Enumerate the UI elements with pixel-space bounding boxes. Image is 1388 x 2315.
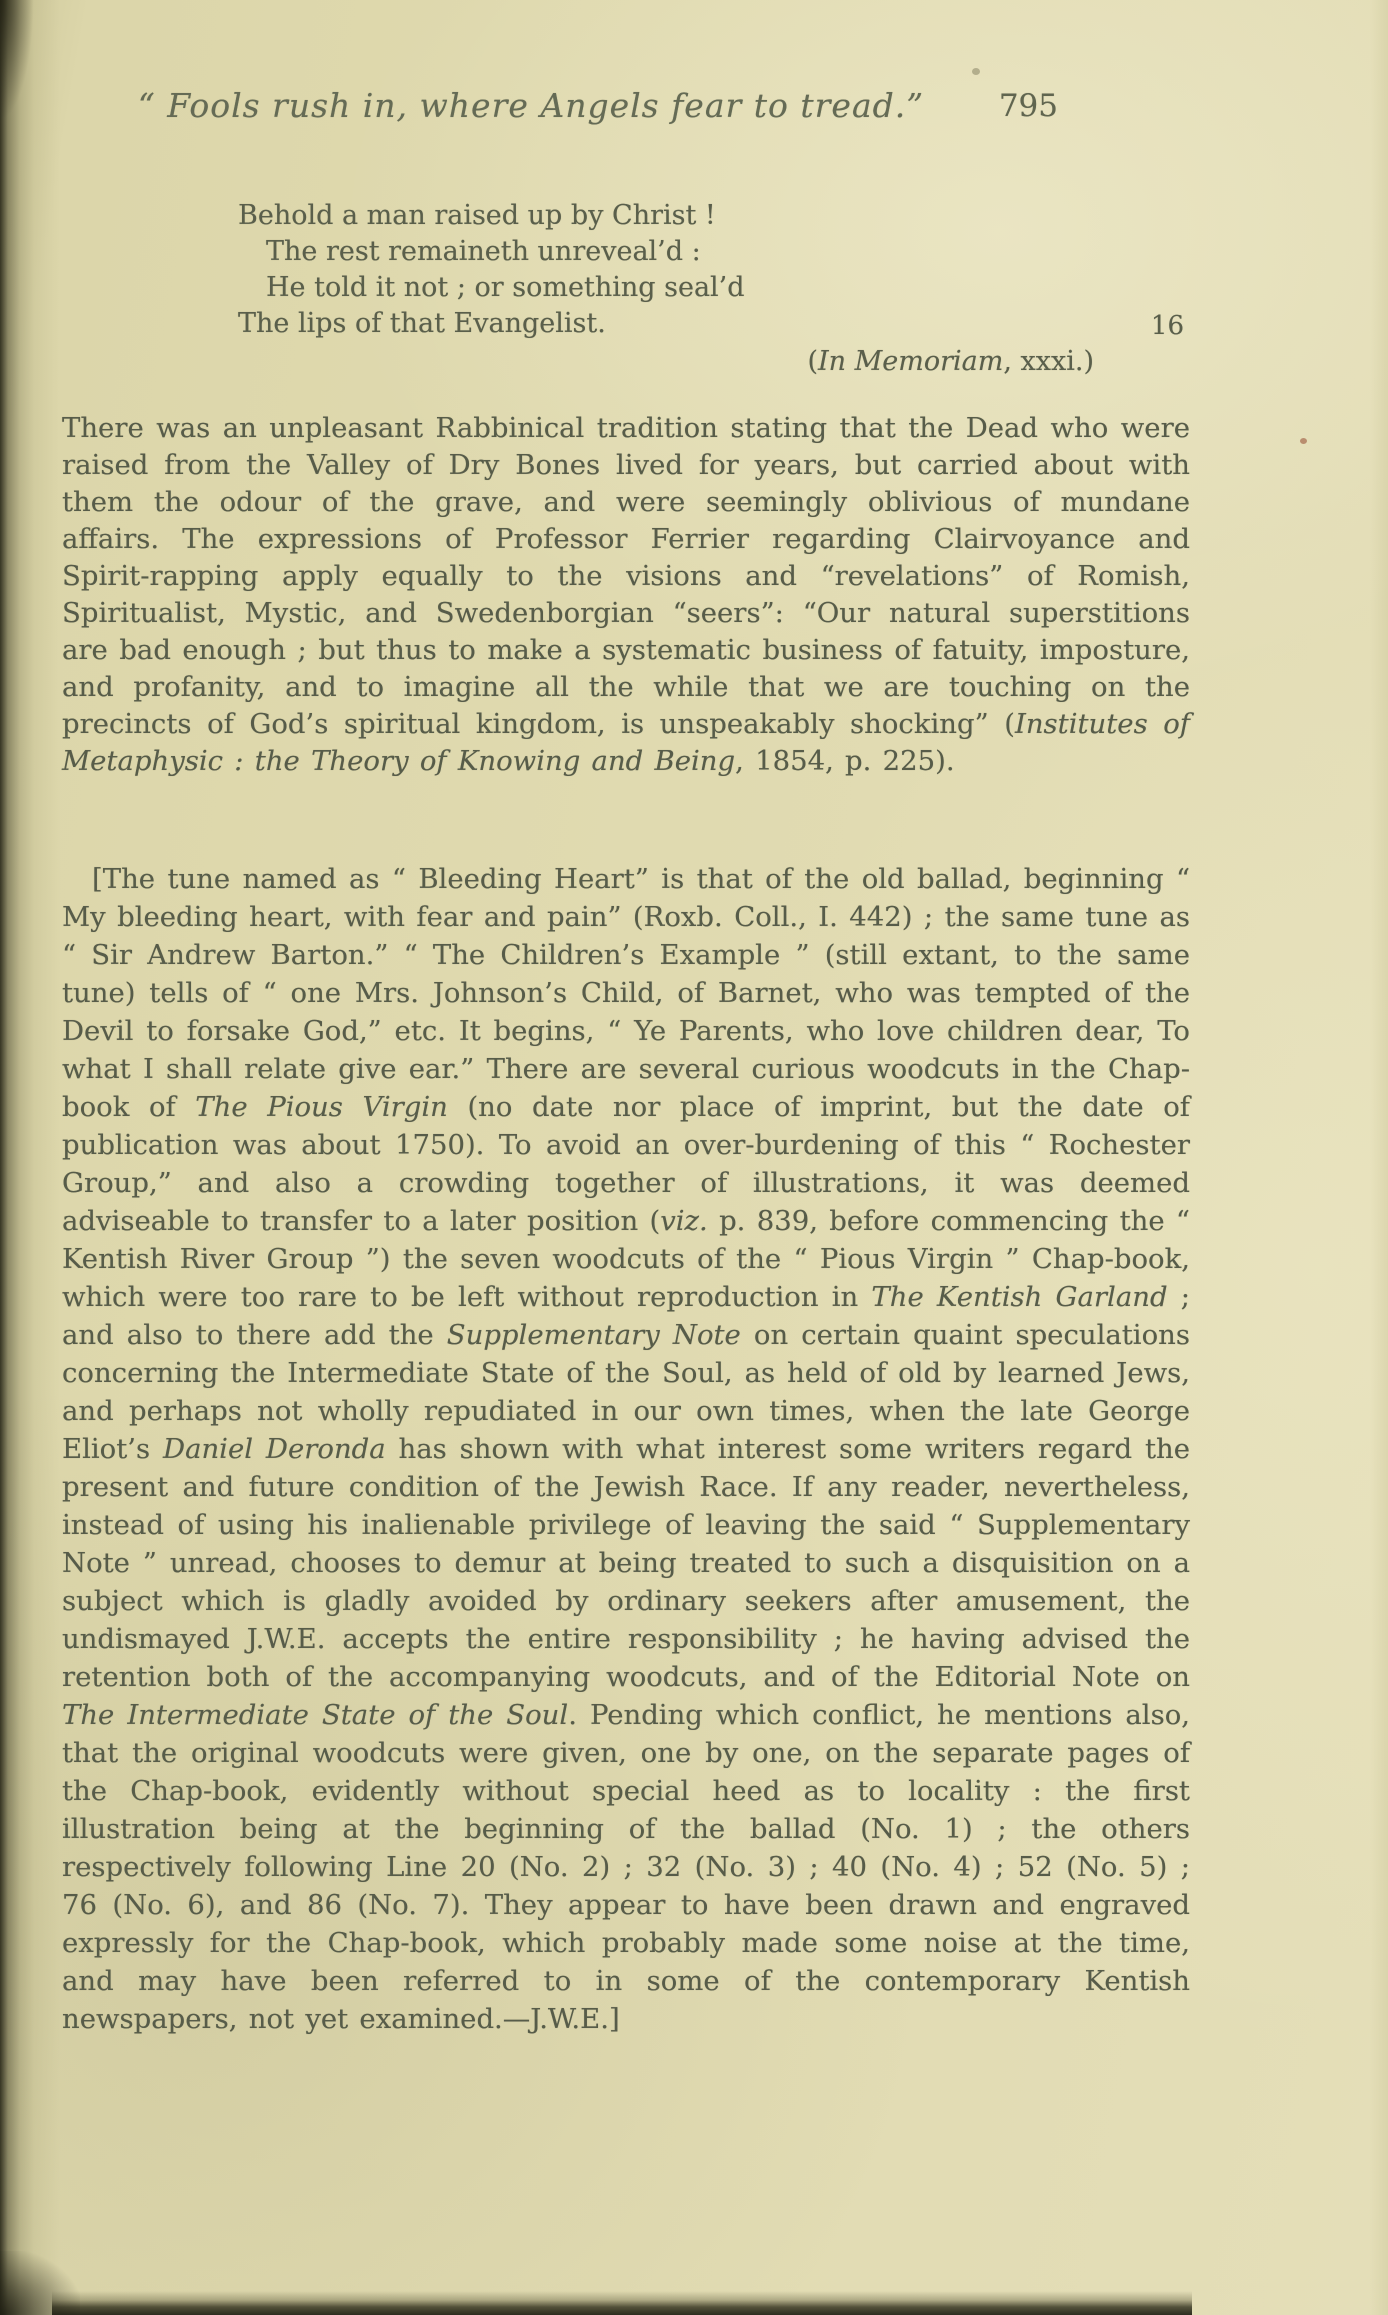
verse-line: He told it not ; or something seal’d [266,272,745,303]
page-number: 795 [998,88,1058,124]
paragraph-editorial-note: [The tune named as “ Bleeding Heart” is that of the old ballad, beginning “ My bleeding heart, with fear and pain” (Roxb. Coll., I. 442) ; the same tune as “ Sir Andrew Barton.” “ The Children’s Example ” (still extant, to the same tune) tells of “ one Mrs. Johnson’s Child, of Barnet, who was tempted of the Devil to forsake God,” etc. It begins, “ Ye Parents, who love children dear, To what I shall relate give ear.” There are several curious woodcuts in the Chap-book of The Pious Virgin (no date nor place of imprint, but the date of publication was about 1750). To avoid an over-burdening of this “ Rochester Group,” and also a crowding together of illustrations, it was deemed adviseable to transfer to a later position (viz. p. 839, before commencing the “ Kentish River Group ”) the seven woodcuts of the “ Pious Virgin ” Chap-book, which were too rare to be left without reproduction in The Kentish Garland ; and also to there add the Supplementary Note on certain quaint speculations concerning the Intermediate State of the Soul, as held of old by learned Jews, and perhaps not wholly repudiated in our own times, when the late George Eliot’s Daniel Deronda has shown with what interest some writers regard the present and future condition of the Jewish Race. If any reader, nevertheless, instead of using his inalienable privilege of leaving the said “ Supplementary Note ” unread, chooses to demur at being treated to such a disquisition on a subject which is gladly avoided by ordinary seekers after amusement, the undismayed J.W.E. accepts the entire responsibility ; he having advised the retention both of the accompanying woodcuts, and of the Editorial Note on The Intermediate State of the Soul. Pending which conflict, he mentions also, that the original woodcuts were given, one by one, on the separate pages of the Chap-book, evidently without special heed as to locality : the first illustration being at the beginning of the ballad (No. 1) ; the others respectively following Line 20 (No. 2) ; 32 (No. 3) ; 40 (No. 4) ; 52 (No. 5) ; 76 (No. 6), and 86 (No. 7). They appear to have been drawn and engraved expressly for the Chap-book, which probably made some noise at the time, and may have been referred to in some of the contemporary Kentish newspapers, not yet examined.—J.W.E.] [62,863,1190,2035]
verse-line: Behold a man raised up by Christ ! [238,200,716,231]
paragraph-rabbinical-tradition: There was an unpleasant Rabbinical tradition stating that the Dead who were raised from the Valley of Dry Bones lived for years, but carried about with them the odour of the grave, and were seemingly oblivious of mundane affairs. The expressions of Professor Ferrier regarding Clairvoyance and Spirit-rapping apply equally to the visions and “revelations” of Romish, Spiritualist, Mystic, and Swedenborgian “seers”: “Our natural superstitions are bad enough ; but thus to make a systematic business of fatuity, imposture, and profanity, and to imagine all the while that we are touching on the precincts of God’s spiritual kingdom, is unspeakably shocking” (Institutes of Metaphysic : the Theory of Knowing and Being, 1854, p. 225). [62,412,1190,777]
page-content [62,0,1190,2038]
verse-attribution: (In Memoriam, xxxi.) [807,346,1094,377]
page-right-edge-highlight [1370,0,1388,2315]
verse-line: The lips of that Evangelist. [238,308,606,339]
verse-line: The rest remaineth unreveal’d : [266,236,701,267]
verse-block [62,198,1190,380]
running-head [62,86,1190,134]
page-left-edge-shadow [0,0,60,2315]
page-top-left-corner-shadow [0,0,34,120]
page-bottom-edge-shadow [52,2291,1192,2315]
running-head-title: “ Fools rush in, where Angels fear to tread.” [137,86,925,125]
paper-speck [1300,438,1307,444]
page-bottom-left-corner-shadow [0,2251,80,2315]
verse-line-number: 16 [1150,311,1184,341]
